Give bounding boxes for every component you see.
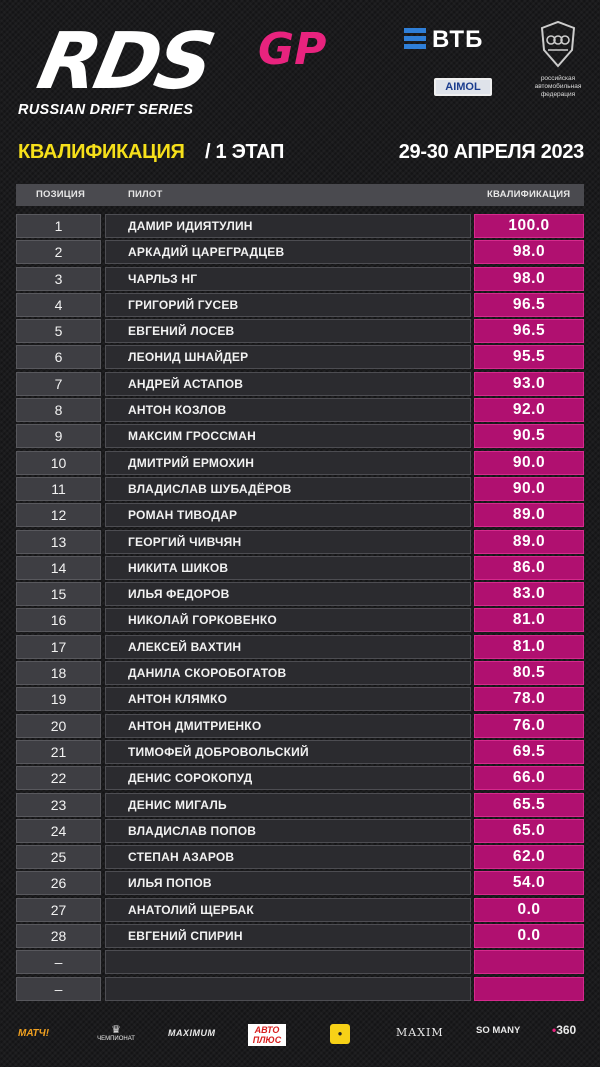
sponsor-maximum-logo: MAXIMUM [168,1028,216,1038]
table-row [16,266,584,292]
table-row [16,397,584,423]
row-pilot-name: НИКИТА ШИКОВ [105,556,471,580]
row-position: 14 [16,556,101,580]
row-pilot-name: РОМАН ТИВОДАР [105,503,471,527]
row-pilot-name: ВЛАДИСЛАВ ШУБАДЁРОВ [105,477,471,501]
row-qualification-score: 81.0 [474,635,584,659]
event-dates: 29-30 АПРЕЛЯ 2023 [398,141,584,163]
table-row [16,713,584,739]
row-qualification-score: 96.5 [474,319,584,343]
results-table [16,213,584,1002]
row-position: 8 [16,398,101,422]
row-position: 28 [16,924,101,948]
sponsor-footer [0,1016,600,1056]
row-position: 13 [16,530,101,554]
row-pilot-name: АНТОН ДМИТРИЕНКО [105,714,471,738]
table-row [16,844,584,870]
vtb-bars-icon [404,28,426,50]
federation-text: российская автомобильная федерация [534,75,582,98]
logo-subtitle: RUSSIAN DRIFT SERIES [18,102,194,118]
row-qualification-score: 98.0 [474,267,584,291]
row-position: – [16,950,101,974]
row-pilot-name: ЕВГЕНИЙ ЛОСЕВ [105,319,471,343]
sponsor-championat-logo: ♛ ЧЕМПИОНАТ [97,1024,135,1042]
row-position: 2 [16,240,101,264]
row-position: 4 [16,293,101,317]
table-row [16,239,584,265]
row-pilot-name: ГЕОРГИЙ ЧИВЧЯН [105,530,471,554]
row-pilot-name: ИЛЬЯ ФЕДОРОВ [105,582,471,606]
row-position: 24 [16,819,101,843]
row-qualification-score: 93.0 [474,372,584,396]
row-qualification-score: 76.0 [474,714,584,738]
row-pilot-name: ДМИТРИЙ ЕРМОХИН [105,451,471,475]
table-row [16,949,584,975]
row-qualification-score: 96.5 [474,293,584,317]
row-position: 3 [16,267,101,291]
logo-accent-text: GP [258,24,327,75]
header-pilot: ПИЛОТ [128,189,163,200]
table-row [16,634,584,660]
row-qualification-score: 0.0 [474,898,584,922]
header-qualification: КВАЛИФИКАЦИЯ [487,189,571,200]
row-pilot-name: ДАМИР ИДИЯТУЛИН [105,214,471,238]
table-row [16,765,584,791]
row-qualification-score: 66.0 [474,766,584,790]
table-row [16,923,584,949]
row-position: 7 [16,372,101,396]
row-position: 26 [16,871,101,895]
row-position: 22 [16,766,101,790]
row-position: 18 [16,661,101,685]
row-qualification-score: 90.5 [474,424,584,448]
row-pilot-name: ДЕНИС МИГАЛЬ [105,793,471,817]
table-row [16,502,584,528]
row-pilot-name: ЛЕОНИД ШНАЙДЕР [105,345,471,369]
sponsor-360-logo: •360 [552,1023,577,1037]
row-qualification-score: 90.0 [474,451,584,475]
row-qualification-score: 100.0 [474,214,584,238]
title-bar [0,138,600,170]
row-pilot-name: ТИМОФЕЙ ДОБРОВОЛЬСКИЙ [105,740,471,764]
rds-gp-logo [18,17,368,122]
row-position: 20 [16,714,101,738]
row-qualification-score: 81.0 [474,608,584,632]
row-pilot-name: АРКАДИЙ ЦАРЕГРАДЦЕВ [105,240,471,264]
table-row [16,739,584,765]
row-position: 15 [16,582,101,606]
table-row [16,897,584,923]
row-position: 9 [16,424,101,448]
table-row [16,529,584,555]
sponsor-yellow-icon: ● [330,1024,350,1044]
row-qualification-score [474,977,584,1001]
header-position: ПОЗИЦИЯ [36,189,85,200]
sponsor-match-logo: МАТЧ! [18,1028,50,1039]
table-row [16,976,584,1002]
table-row [16,581,584,607]
table-row [16,423,584,449]
vtb-logo [404,26,504,60]
row-qualification-score: 62.0 [474,845,584,869]
sponsor-avtoplus-logo: АВТО ПЛЮС [248,1024,286,1046]
row-qualification-score: 98.0 [474,240,584,264]
row-qualification-score: 65.5 [474,793,584,817]
row-qualification-score: 86.0 [474,556,584,580]
qualification-title: КВАЛИФИКАЦИЯ [18,141,185,163]
header [0,0,600,130]
table-row [16,686,584,712]
row-pilot-name: ДАНИЛА СКОРОБОГАТОВ [105,661,471,685]
sponsor-360-text: 360 [556,1023,577,1037]
row-qualification-score: 90.0 [474,477,584,501]
row-position: 6 [16,345,101,369]
table-row [16,371,584,397]
row-pilot-name: ИЛЬЯ ПОПОВ [105,871,471,895]
row-pilot-name: ЧАРЛЬЗ НГ [105,267,471,291]
row-qualification-score: 89.0 [474,503,584,527]
table-row [16,213,584,239]
row-pilot-name: АНТОН КОЗЛОВ [105,398,471,422]
row-position: 23 [16,793,101,817]
row-position: 25 [16,845,101,869]
sponsor-championat-text: ЧЕМПИОНАТ [97,1036,135,1042]
row-pilot-name: НИКОЛАЙ ГОРКОВЕНКО [105,608,471,632]
row-pilot-name: АНДРЕЙ АСТАПОВ [105,372,471,396]
federation-logo [528,20,588,110]
federation-emblem-icon [536,20,580,68]
row-position: 21 [16,740,101,764]
row-pilot-name: ГРИГОРИЙ ГУСЕВ [105,293,471,317]
row-qualification-score [474,950,584,974]
row-pilot-name: АЛЕКСЕЙ ВАХТИН [105,635,471,659]
row-pilot-name: МАКСИМ ГРОССМАН [105,424,471,448]
table-row [16,607,584,633]
row-qualification-score: 89.0 [474,530,584,554]
table-row [16,818,584,844]
row-position: 17 [16,635,101,659]
row-qualification-score: 69.5 [474,740,584,764]
row-pilot-name: СТЕПАН АЗАРОВ [105,845,471,869]
row-qualification-score: 54.0 [474,871,584,895]
row-position: 1 [16,214,101,238]
row-qualification-score: 65.0 [474,819,584,843]
row-position: 16 [16,608,101,632]
table-row [16,660,584,686]
aimol-logo: AIMOL [434,78,492,96]
row-position: 27 [16,898,101,922]
sponsor-maxim-logo: MAXIM [396,1026,444,1039]
row-qualification-score: 83.0 [474,582,584,606]
table-row [16,476,584,502]
stage-title: / 1 ЭТАП [205,141,285,163]
row-pilot-name: ЕВГЕНИЙ СПИРИН [105,924,471,948]
table-row [16,555,584,581]
row-position: 11 [16,477,101,501]
sponsor-somany-logo: SO MANY [476,1025,521,1036]
logo-main-text: RDS [30,17,219,107]
row-position: 19 [16,687,101,711]
table-row [16,450,584,476]
row-qualification-score: 92.0 [474,398,584,422]
row-qualification-score: 80.5 [474,661,584,685]
table-row [16,792,584,818]
row-position: 12 [16,503,101,527]
row-pilot-name: АНТОН КЛЯМКО [105,687,471,711]
row-position: 10 [16,451,101,475]
row-position: – [16,977,101,1001]
row-pilot-name: АНАТОЛИЙ ЩЕРБАК [105,898,471,922]
row-qualification-score: 95.5 [474,345,584,369]
row-pilot-name [105,977,471,1001]
table-row [16,870,584,896]
table-row [16,292,584,318]
row-pilot-name: ДЕНИС СОРОКОПУД [105,766,471,790]
vtb-text: ВТБ [432,26,484,53]
row-qualification-score: 0.0 [474,924,584,948]
row-position: 5 [16,319,101,343]
table-header [16,184,584,206]
row-pilot-name: ВЛАДИСЛАВ ПОПОВ [105,819,471,843]
row-qualification-score: 78.0 [474,687,584,711]
row-pilot-name [105,950,471,974]
table-row [16,344,584,370]
table-row [16,318,584,344]
